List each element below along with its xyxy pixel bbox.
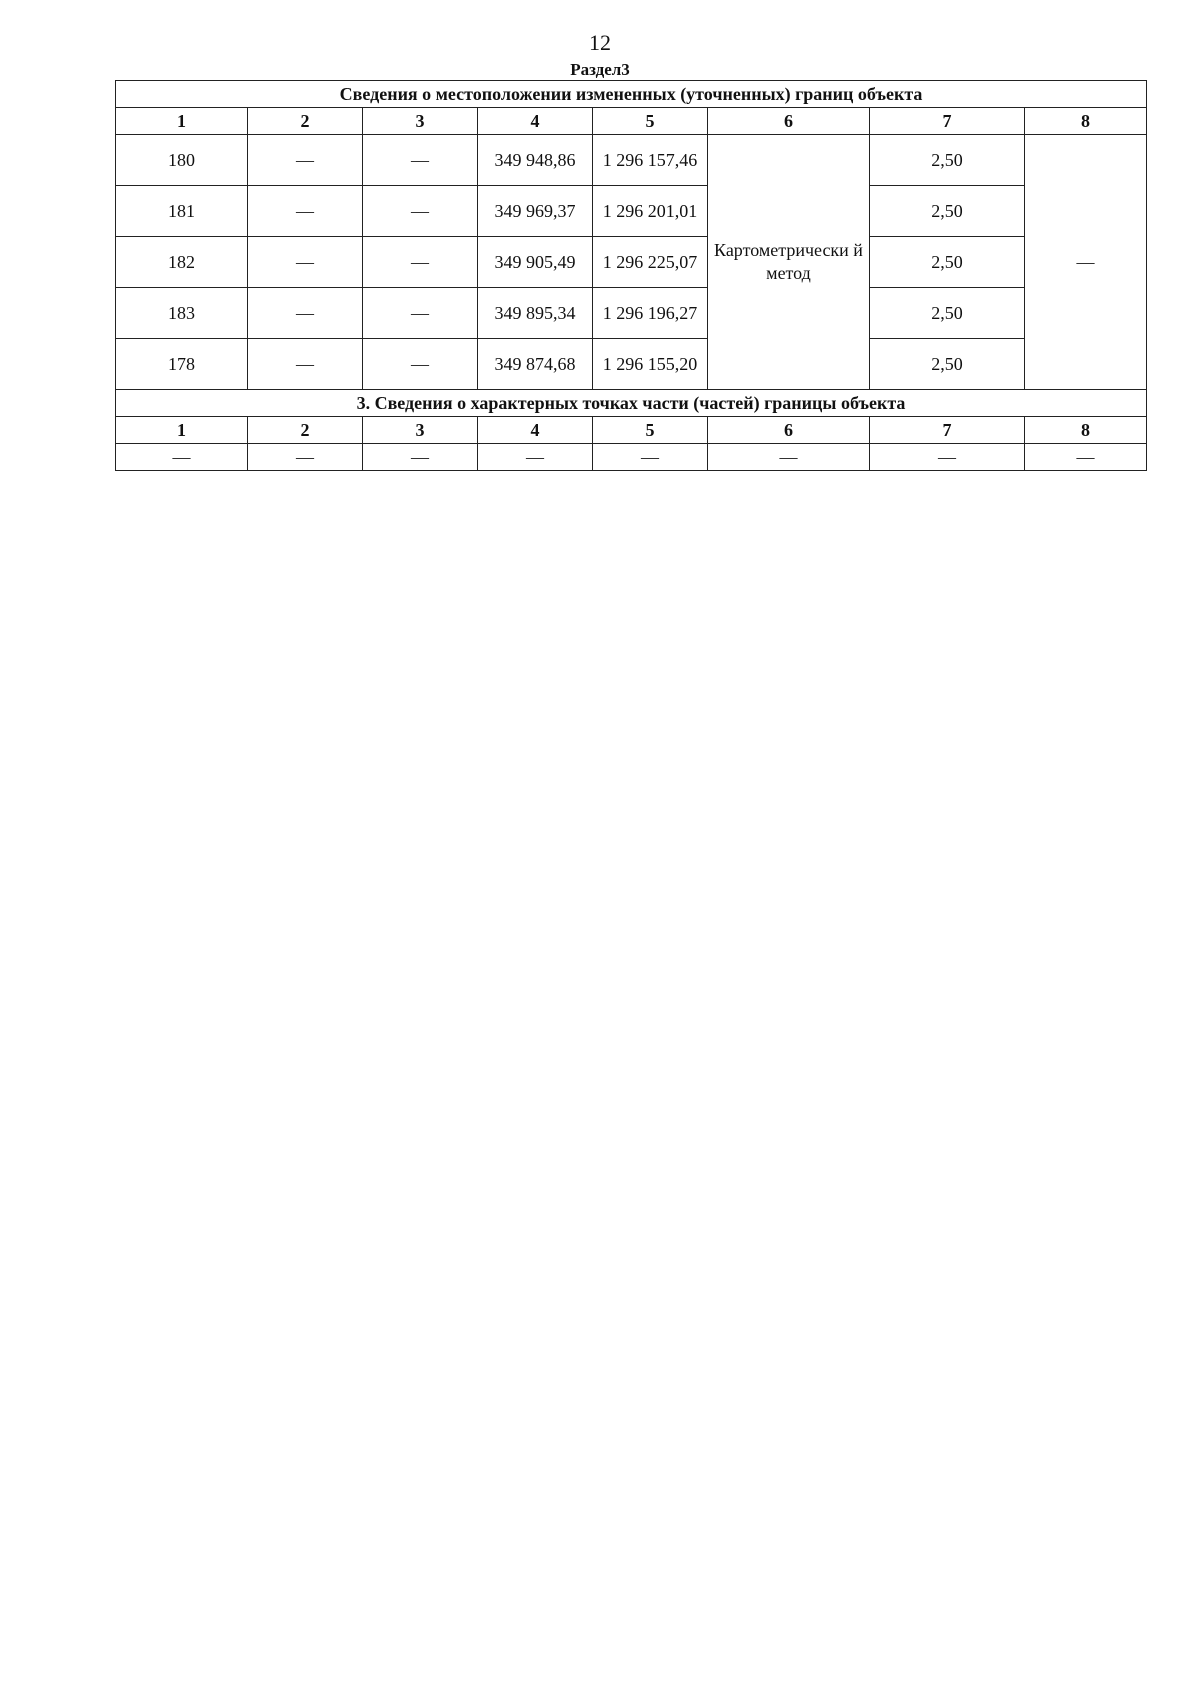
table-cell: —: [248, 288, 363, 339]
accuracy-cell: 2,50: [870, 339, 1025, 390]
table2-header-cell: 8: [1025, 417, 1147, 444]
table1-header-cell: 5: [593, 108, 708, 135]
table1-header-cell: 7: [870, 108, 1025, 135]
table-cell: —: [116, 444, 248, 471]
table-row: [116, 135, 1147, 186]
table-row: [116, 444, 1147, 471]
table-cell: —: [593, 444, 708, 471]
y-coordinate-cell: 1 296 225,07: [593, 237, 708, 288]
x-coordinate-cell: 349 895,34: [478, 288, 593, 339]
table2-header-row: [116, 417, 1147, 444]
accuracy-cell: 2,50: [870, 135, 1025, 186]
table-cell: —: [248, 444, 363, 471]
table-cell: —: [248, 135, 363, 186]
point-number-cell: 182: [116, 237, 248, 288]
table-cell: —: [708, 444, 870, 471]
table2-header-cell: 4: [478, 417, 593, 444]
table1-header-row: [116, 108, 1147, 135]
x-coordinate-cell: 349 948,86: [478, 135, 593, 186]
accuracy-cell: 2,50: [870, 237, 1025, 288]
table-cell: —: [363, 444, 478, 471]
x-coordinate-cell: 349 969,37: [478, 186, 593, 237]
accuracy-cell: 2,50: [870, 186, 1025, 237]
table-cell: —: [363, 186, 478, 237]
table2-header-cell: 2: [248, 417, 363, 444]
table-cell: —: [870, 444, 1025, 471]
table2-header-cell: 7: [870, 417, 1025, 444]
table2-header-cell: 6: [708, 417, 870, 444]
page-number: 12: [589, 30, 611, 55]
table-cell: —: [248, 339, 363, 390]
y-coordinate-cell: 1 296 201,01: [593, 186, 708, 237]
table1-header-cell: 3: [363, 108, 478, 135]
table-cell: —: [478, 444, 593, 471]
table1-header-cell: 6: [708, 108, 870, 135]
table-cell: —: [248, 186, 363, 237]
table1-header-cell: 4: [478, 108, 593, 135]
table2-title: 3. Сведения о характерных точках части (частей) границы объекта: [116, 390, 1147, 417]
table2-header-cell: 5: [593, 417, 708, 444]
table2-header-cell: 3: [363, 417, 478, 444]
table1-title: Сведения о местоположении измененных (уточненных) границ объекта: [116, 81, 1147, 108]
table1-header-cell: 2: [248, 108, 363, 135]
y-coordinate-cell: 1 296 196,27: [593, 288, 708, 339]
table-cell: —: [363, 339, 478, 390]
method-cell: Картометрически й метод: [708, 135, 870, 390]
section-title: Раздел3: [570, 60, 630, 79]
table2-header-cell: 1: [116, 417, 248, 444]
table1-header-cell: 1: [116, 108, 248, 135]
table-cell: —: [248, 237, 363, 288]
description-cell: —: [1025, 135, 1147, 390]
table-cell: —: [363, 135, 478, 186]
x-coordinate-cell: 349 874,68: [478, 339, 593, 390]
y-coordinate-cell: 1 296 157,46: [593, 135, 708, 186]
point-number-cell: 180: [116, 135, 248, 186]
table-cell: —: [363, 288, 478, 339]
point-number-cell: 183: [116, 288, 248, 339]
table-row: [116, 339, 1147, 390]
accuracy-cell: 2,50: [870, 288, 1025, 339]
table-cell: —: [1025, 444, 1147, 471]
table-row: [116, 186, 1147, 237]
y-coordinate-cell: 1 296 155,20: [593, 339, 708, 390]
table-cell: —: [363, 237, 478, 288]
boundary-table: [115, 80, 1147, 471]
table1-header-cell: 8: [1025, 108, 1147, 135]
point-number-cell: 178: [116, 339, 248, 390]
x-coordinate-cell: 349 905,49: [478, 237, 593, 288]
table-row: [116, 237, 1147, 288]
table-row: [116, 288, 1147, 339]
point-number-cell: 181: [116, 186, 248, 237]
